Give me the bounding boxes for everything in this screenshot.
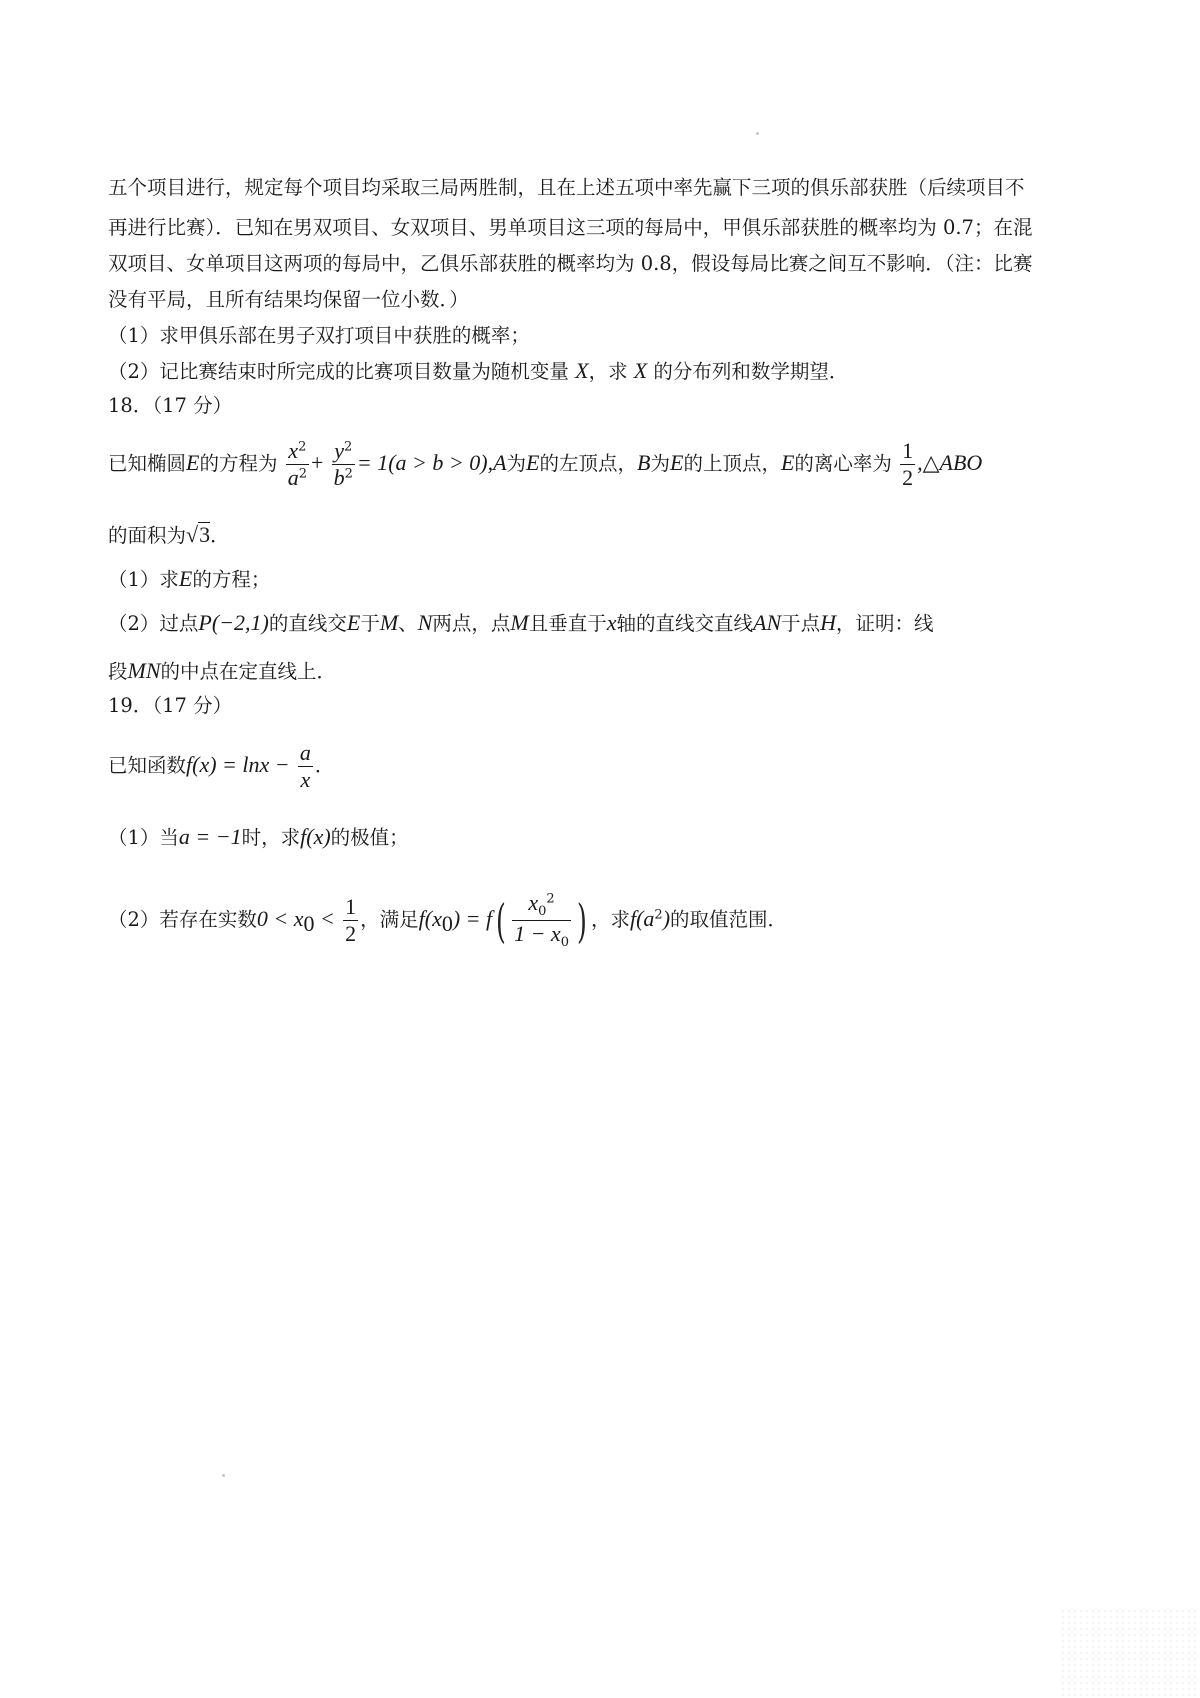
q18-stem-text-a: 已知椭圆 — [108, 452, 187, 475]
q19-part-1-text-b: 时，求 — [241, 826, 301, 849]
q18-part-1-text-b: 的方程； — [192, 568, 271, 591]
plus-sign: + — [310, 450, 324, 475]
q18-part-2 — [108, 612, 934, 634]
var-E: E — [346, 610, 361, 635]
q17-part-2-text-a: （2）记比赛结束时所完成的比赛项目数量为随机变量 — [108, 360, 576, 383]
sqrt-3: 3 — [199, 522, 211, 547]
var-x: x — [300, 767, 311, 792]
var-M: M — [510, 610, 529, 635]
scan-speck — [756, 132, 759, 135]
q17-line-4: 没有平局，且所有结果均保留一位小数．） — [108, 288, 469, 311]
half-numerator: 1 — [345, 894, 357, 919]
var-E: E — [780, 450, 795, 475]
q18-stem-text-d: 的左顶点， — [539, 452, 638, 475]
point-P: P(−2,1) — [198, 610, 269, 635]
var-x: x — [288, 438, 299, 463]
var-H: H — [820, 610, 837, 635]
q18-stem-text-b: 的方程为 — [199, 452, 278, 475]
q18-part-2-text-a: （2）过点 — [108, 612, 199, 635]
var-y: y — [334, 438, 344, 463]
half-denominator: 2 — [345, 921, 357, 946]
q19-part-2-text-c: ，求 — [590, 908, 630, 931]
q17-line-3: 双项目、女单项目这两项的每局中，乙俱乐部获胜的概率均为 0.8，假设每局比赛之间互不影响．（注：比赛 — [108, 252, 1033, 275]
var-M: M — [379, 610, 399, 635]
q19-part-1 — [108, 826, 409, 848]
var-x: x — [606, 610, 617, 635]
fraction-one-half — [343, 896, 358, 945]
segment-MN: MN — [127, 658, 161, 683]
f-a-squared: f(a — [629, 906, 655, 931]
var-E: E — [526, 450, 540, 475]
close-paren: ) — [662, 906, 671, 931]
q19-header: 19．（17 分） — [108, 694, 233, 717]
q19-part-1-text-c: 的极值； — [330, 826, 409, 849]
inequality: 0 < x — [256, 906, 304, 931]
q18-part-2-text-c: 于 — [360, 612, 380, 635]
function-f: f(x) = lnx − — [186, 752, 290, 777]
var-X: X — [575, 358, 589, 383]
q17-part-2 — [108, 360, 848, 382]
var-a: a — [287, 465, 299, 490]
line-AN: AN — [753, 610, 782, 635]
var-B: B — [637, 450, 651, 475]
left-paren: ( — [496, 893, 507, 948]
var-E: E — [669, 450, 684, 475]
q19-stem-end: ． — [314, 754, 335, 777]
var-A: A — [493, 450, 507, 475]
q18-stem-text-e: 的上顶点， — [683, 452, 781, 475]
var-a: a — [299, 740, 311, 765]
q18-part-2-line-2-text-b: 的中点在定直线上． — [160, 660, 337, 683]
q18-part-2-text-g: 于点 — [781, 612, 821, 635]
scan-noise — [1060, 1608, 1200, 1698]
q18-stem-text-c: 为 — [650, 452, 670, 475]
fraction-y2-b2: $\frac{y^2}{b^2}$ — [333, 438, 353, 490]
q19-stem-text: 已知函数 — [108, 754, 187, 777]
fraction-a-over-x — [298, 742, 313, 791]
q19-part-2-text-d: 的取值范围． — [670, 908, 788, 931]
q17-part-2-text-c: 的分布列和数学期望． — [647, 360, 849, 383]
q19-part-2-text-b: ，满足 — [360, 908, 419, 931]
q17-line-2: 再进行比赛）．已知在男双项目、女双项目、男单项目这三项的每局中，甲俱乐部获胜的概率均为 0.7；在混 — [108, 216, 1033, 239]
q19-part-1-text-a: （1）当 — [108, 826, 179, 849]
q18-stem-text-c: 为 — [506, 452, 527, 475]
var-E: E — [186, 450, 200, 475]
q19-part-2: （2）若存在实数$0 < x_0$ < $\frac{1}{2}$ ，满足$f(x_0) = f$( $\frac{x_0^2}{1 - x_0}$ ) ，求$f(a^2)$的取值范围． — [108, 890, 788, 950]
q19-stem — [108, 742, 334, 791]
q18-stem — [108, 440, 982, 489]
q18-part-2-text-h: ，证明：线 — [836, 612, 934, 635]
var-b: b — [333, 465, 345, 490]
q18-stem-text-f: 的离心率为 — [794, 452, 892, 475]
q18-part-2-text-f: 轴的直线交直线 — [616, 612, 754, 635]
q18-part-2-text-e: 且垂直于 — [528, 612, 607, 635]
equals-f: ) = f — [452, 906, 493, 931]
fraction-x2-a2: $\frac{x^2}{a^2}$ — [287, 438, 307, 490]
q17-part-1: （1）求甲俱乐部在男子双打项目中获胜的概率； — [108, 324, 530, 347]
f-x0: f(x — [418, 906, 442, 931]
q18-part-2-text-d: 两点，点 — [432, 612, 511, 635]
q18-area-text: 的面积为 — [108, 524, 187, 547]
q18-area-end: ． — [210, 524, 230, 547]
q17-line-1: 五个项目进行，规定每个项目均采取三局两胜制，且在上述五项中率先赢下三项的俱乐部获胜（后续项目不 — [108, 176, 1025, 199]
ellipse-condition: = 1(a > b > 0), — [356, 450, 494, 475]
subscript-0: 0 — [560, 935, 569, 950]
q18-header: 18．（17 分） — [108, 394, 233, 417]
var-N: N — [417, 610, 433, 635]
var-E: E — [178, 566, 193, 591]
q18-area: 的面积为√3． — [108, 522, 230, 547]
separator: 、 — [398, 612, 418, 635]
denominator-1-minus-x: 1 − x — [514, 921, 561, 946]
q19-part-2-text-a: （2）若存在实数 — [108, 908, 257, 931]
condition-a: a = −1 — [178, 824, 242, 849]
triangle-ABO: ,△ABO — [917, 450, 983, 475]
var-x: x — [528, 890, 539, 915]
subscript-0: 0 — [538, 904, 547, 919]
subscript-0: 0 — [441, 910, 453, 936]
half-denominator: 2 — [902, 465, 914, 490]
var-X: X — [633, 358, 648, 383]
q17-part-2-text-b: ，求 — [588, 360, 634, 383]
scan-speck — [222, 1474, 225, 1477]
half-numerator: 1 — [902, 438, 914, 463]
function-f: f(x) — [300, 824, 331, 849]
q18-part-2-text-b: 的直线交 — [268, 612, 347, 635]
q18-part-2-line-2-text-a: 段 — [108, 660, 128, 683]
right-paren: ) — [577, 893, 587, 948]
less-than: < — [314, 906, 335, 931]
subscript-0: 0 — [303, 910, 315, 936]
q18-part-1-text-a: （1）求 — [108, 568, 179, 591]
fraction-one-half — [900, 440, 915, 489]
fraction-x0sq-over-1-minus-x0: $\frac{x_0^2}{1 - x_0}$ — [514, 890, 569, 950]
q18-part-1 — [108, 568, 270, 590]
q18-part-2-line-2 — [108, 660, 336, 682]
